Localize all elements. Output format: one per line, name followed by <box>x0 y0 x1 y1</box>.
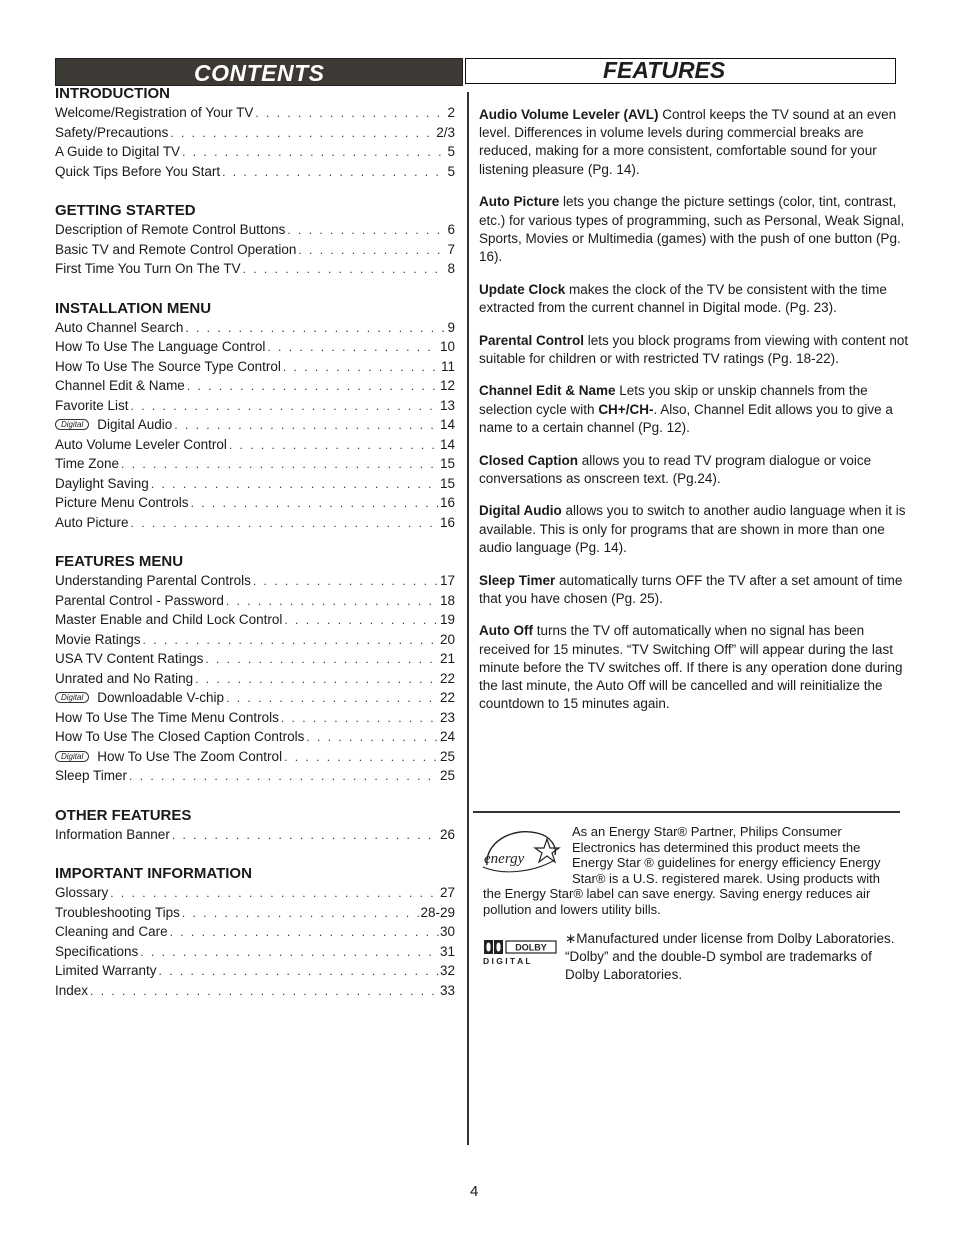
toc-entry-label: Limited Warranty <box>55 963 157 978</box>
toc-entry-page: 14 <box>439 436 455 452</box>
dot-leader <box>284 748 439 767</box>
toc-entry-page: 9 <box>447 319 455 335</box>
contents-title: CONTENTS <box>194 60 325 86</box>
feature-term: Parental Control <box>479 332 585 348</box>
feature-key-label: CH+/CH- <box>598 401 654 417</box>
toc-entry-page: 2 <box>447 105 455 120</box>
toc-entry <box>55 825 455 845</box>
toc-entry <box>55 591 455 611</box>
column-divider <box>467 92 469 1145</box>
toc-entry-page: 14 <box>439 417 455 432</box>
toc-entry <box>55 669 455 689</box>
feature-term: Audio Volume Leveler (AVL) <box>479 107 659 122</box>
dot-leader <box>182 904 420 923</box>
feature-description: Control keeps the TV sound at an even level. Differences in volume levels during commercial breaks are reduced, making for a more consistent, comfortable sound for your listening pleasure (Pg. 14). <box>479 107 897 177</box>
toc-entry <box>55 747 455 767</box>
toc-entry-page: 5 <box>447 144 455 159</box>
feature-item <box>479 281 913 317</box>
toc-entry <box>55 922 455 942</box>
toc-entry <box>55 259 455 279</box>
dot-leader <box>226 689 439 708</box>
toc-entry-page: 25 <box>439 768 455 783</box>
contents-header <box>55 58 463 86</box>
toc-entry-label: Sleep Timer <box>55 768 128 783</box>
toc-entry-page: 15 <box>439 475 455 491</box>
toc-entry-label: Specifications <box>55 943 139 959</box>
toc-section-title: INSTALLATION MENU <box>55 299 212 317</box>
toc-entry-label: Description of Remote Control Buttons <box>55 222 286 237</box>
toc-entry-label: Picture Menu Controls <box>55 495 189 510</box>
dot-leader <box>131 397 439 416</box>
dot-leader <box>170 923 439 942</box>
toc-entry <box>55 376 455 396</box>
toc-entry <box>55 162 455 182</box>
dolby-digital-logo <box>483 938 559 966</box>
toc-entry-label: Index <box>55 982 89 998</box>
dot-leader <box>129 767 439 786</box>
digital-badge: Digital <box>55 692 89 703</box>
feature-description: automatically turns OFF the TV after a set amount of time that you have chosen (Pg. 25). <box>479 572 903 606</box>
toc-entry-page: 8 <box>447 261 455 276</box>
feature-item <box>479 106 913 179</box>
toc-entry <box>55 142 455 162</box>
toc-entry-label: Auto Volume Leveler Control <box>55 436 227 452</box>
toc-entry <box>55 435 455 455</box>
section-gap <box>55 181 455 201</box>
toc-entry <box>55 318 455 338</box>
toc-entry-label: Basic TV and Remote Control Operation <box>55 241 297 257</box>
toc-entry-page: 22 <box>439 670 455 686</box>
toc-entry <box>55 493 455 513</box>
toc-entry <box>55 220 455 240</box>
dot-leader <box>306 728 439 747</box>
toc-entry-label: Daylight Saving <box>55 475 149 491</box>
toc-entry <box>55 981 455 1001</box>
toc-entry <box>55 571 455 591</box>
dot-leader <box>143 631 439 650</box>
toc-entry-page: 6 <box>447 222 455 237</box>
dot-leader <box>298 241 446 260</box>
toc-entry-page: 32 <box>439 963 455 978</box>
dot-leader <box>253 572 439 591</box>
toc-entry-page: 15 <box>439 456 455 471</box>
toc-entry-page: 12 <box>439 378 455 393</box>
toc-entry-page: 13 <box>439 397 455 413</box>
toc-entry <box>55 415 455 435</box>
dot-leader <box>255 104 446 123</box>
toc-entry <box>55 708 455 728</box>
toc-entry-label: Parental Control - Password <box>55 592 224 608</box>
feature-term: Digital Audio <box>479 503 562 519</box>
toc-entry-label: Auto Picture <box>55 514 129 530</box>
toc-entry-label: Unrated and No Rating <box>55 670 194 686</box>
toc-entry-label: How To Use The Language Control <box>55 339 266 354</box>
features-list <box>479 106 913 728</box>
toc-entry <box>55 766 455 786</box>
dot-leader <box>281 709 439 728</box>
dot-leader <box>283 358 440 377</box>
feature-term: Update Clock <box>479 281 566 297</box>
feature-term: Sleep Timer <box>479 572 556 588</box>
toc-entry <box>55 727 455 747</box>
toc-entry-page: 30 <box>439 924 455 939</box>
feature-item <box>479 382 913 437</box>
dot-leader <box>172 826 439 845</box>
toc-entry-page: 17 <box>439 573 455 588</box>
dot-leader <box>110 884 439 903</box>
toc-entry-page: 5 <box>447 163 455 179</box>
toc-entry-page: 19 <box>439 612 455 627</box>
toc-entry-label: Information Banner <box>55 826 170 842</box>
toc-entry-page: 33 <box>439 982 455 998</box>
toc-entry <box>55 474 455 494</box>
toc-entry-page: 16 <box>439 495 455 510</box>
toc-entry-label: Welcome/Registration of Your TV <box>55 105 254 120</box>
dot-leader <box>187 377 439 396</box>
dot-leader <box>243 260 447 279</box>
toc-entry <box>55 396 455 416</box>
feature-term: Closed Caption <box>479 452 579 468</box>
feature-description-cont: . Also, Channel Edit allows you to give a name to a certain channel (Pg. 12). <box>479 401 893 435</box>
toc-entry-label: USA TV Content Ratings <box>55 651 204 666</box>
feature-term: Channel Edit & Name <box>479 383 616 399</box>
toc-entry-label: Master Enable and Child Lock Control <box>55 612 283 627</box>
dot-leader <box>174 416 439 435</box>
toc-entry-label: Time Zone <box>55 456 120 471</box>
toc-entry-label: How To Use The Zoom Control <box>97 748 283 764</box>
toc-entry-label: How To Use The Closed Caption Controls <box>55 729 305 744</box>
dot-leader <box>287 221 446 240</box>
toc-entry <box>55 630 455 650</box>
features-header <box>465 58 896 84</box>
toc-entry-page: 10 <box>439 339 455 354</box>
toc-entry-label: How To Use The Time Menu Controls <box>55 709 279 725</box>
section-divider <box>473 811 900 813</box>
dot-leader <box>182 143 446 162</box>
dot-leader <box>195 670 439 689</box>
section-gap <box>55 532 455 552</box>
feature-description: makes the clock of the TV be consistent with the time extracted from the current channel in Digital mode. (Pg. 23). <box>479 281 887 315</box>
toc-entry-label: Channel Edit & Name <box>55 378 185 393</box>
dolby-logo-top: DOLBY <box>515 942 547 953</box>
dot-leader <box>90 982 439 1001</box>
toc-entry <box>55 688 455 708</box>
dot-leader <box>226 592 439 611</box>
toc-entry-page: 23 <box>439 709 455 725</box>
toc-entry <box>55 883 455 903</box>
feature-item <box>479 332 913 368</box>
toc-entry <box>55 103 455 123</box>
energy-logo-text: energy <box>484 851 525 867</box>
toc-entry <box>55 961 455 981</box>
toc-section-title: IMPORTANT INFORMATION <box>55 865 252 882</box>
dot-leader <box>229 436 439 455</box>
toc-entry <box>55 513 455 533</box>
toc-entry-label: Movie Ratings <box>55 631 141 647</box>
energy-star-text: As an Energy Star® Partner, Philips Consumer Electronics has determined this product meets the Energy Star ® guidelines for energy efficiency Energy Star® is a U.S. registered marek. Using products with the Energy Star® label can save energy. Saving energy reduces air pollution and lowers utility bills. <box>483 824 881 917</box>
toc-section-title: GETTING STARTED <box>55 202 196 219</box>
feature-description: allows you to read TV program dialogue or voice conversations as onscreen text. (Pg.24). <box>479 452 872 486</box>
feature-description: lets you change the picture settings (color, tint, contrast, etc.) for various types of programming, such as Personal, Weak Signal, Sports, Movies or Multimedia (games) with the push of one button (Pg. 16). <box>479 194 905 264</box>
toc-entry-label: Quick Tips Before You Start <box>55 163 221 179</box>
toc-entry <box>55 649 455 669</box>
toc-entry-label: Troubleshooting Tips <box>55 904 180 920</box>
toc-entry-label: Downloadable V-chip <box>97 690 225 705</box>
energy-star-note <box>483 824 893 918</box>
toc-entry-label: Cleaning and Care <box>55 924 168 939</box>
toc-entry-label: Auto Channel Search <box>55 319 184 335</box>
dot-leader <box>222 163 446 182</box>
toc-entry-label: Favorite List <box>55 397 129 413</box>
toc-entry-page: 7 <box>447 241 455 257</box>
dot-leader <box>151 475 439 494</box>
toc-entry-page: 16 <box>439 514 455 530</box>
toc-entry-label: Safety/Precautions <box>55 124 169 140</box>
dolby-note: ∗Manufactured under license from Dolby Laboratories. “Dolby” and the double-D symbol are trademarks of Dolby Laboratories. <box>565 931 895 983</box>
toc-entry <box>55 123 455 143</box>
toc-entry-page: 18 <box>439 592 455 608</box>
toc-entry-label: Understanding Parental Controls <box>55 573 251 588</box>
feature-item <box>479 193 913 266</box>
table-of-contents <box>55 84 455 1000</box>
dot-leader <box>267 338 439 357</box>
toc-entry <box>55 903 455 923</box>
feature-description: turns the TV off automatically when no signal has been received for 15 minutes. “TV Switching Off” will appear during the last minute before the TV switches off. If there is any operation done during the last minute, the Auto Off will be cancelled and will reinitialize the countdown to 15 minutes again. <box>479 623 903 712</box>
feature-description: lets you block programs from viewing with content not suitable for children or with restricted TV ratings (Pg. 18-22). <box>479 332 909 366</box>
dot-leader <box>131 514 439 533</box>
toc-entry-label: A Guide to Digital TV <box>55 144 181 159</box>
toc-entry <box>55 337 455 357</box>
feature-description: allows you to switch to another audio language when it is available. This is only for programs that are shown in more than one audio language (Pg. 14). <box>479 503 906 555</box>
toc-section-title: OTHER FEATURES <box>55 806 192 824</box>
toc-section-title: INTRODUCTION <box>55 85 170 102</box>
dot-leader <box>284 611 439 630</box>
toc-entry-page: 25 <box>439 748 455 764</box>
dot-leader <box>121 455 439 474</box>
toc-entry-label: Digital Audio <box>97 417 173 432</box>
feature-item <box>479 622 913 713</box>
dolby-logo-bottom: D I G I T A L <box>483 956 531 966</box>
dot-leader <box>170 124 435 143</box>
dot-leader <box>159 962 439 981</box>
features-title: FEATURES <box>603 57 726 83</box>
dot-leader <box>140 943 439 962</box>
toc-entry-page: 24 <box>439 729 455 744</box>
dot-leader <box>205 650 439 669</box>
toc-entry-page: 21 <box>439 651 455 666</box>
toc-entry-page: 27 <box>439 885 455 900</box>
dot-leader <box>191 494 439 513</box>
toc-entry-label: How To Use The Source Type Control <box>55 358 281 374</box>
toc-entry <box>55 357 455 377</box>
toc-entry-page: 20 <box>439 631 455 647</box>
toc-entry-page: 2/3 <box>436 124 455 140</box>
toc-entry-label: Glossary <box>55 885 109 900</box>
toc-entry <box>55 942 455 962</box>
feature-term: Auto Picture <box>479 194 560 210</box>
toc-entry-page: 11 <box>440 358 455 374</box>
feature-item <box>479 572 913 608</box>
section-gap <box>55 279 455 299</box>
digital-badge: Digital <box>55 419 89 430</box>
section-gap <box>55 844 455 864</box>
feature-description: Lets you skip or unskip channels from the selection cycle with <box>479 383 868 417</box>
feature-item <box>479 452 913 488</box>
toc-section-title: FEATURES MENU <box>55 553 184 570</box>
toc-entry-page: 22 <box>439 690 455 705</box>
feature-term: Auto Off <box>479 623 533 639</box>
page-number: 4 <box>470 1183 479 1200</box>
section-gap <box>55 786 455 806</box>
toc-entry-page: 26 <box>439 826 455 842</box>
toc-entry-page: 28-29 <box>420 904 455 920</box>
toc-entry <box>55 240 455 260</box>
toc-entry <box>55 454 455 474</box>
dot-leader <box>185 319 446 338</box>
digital-badge: Digital <box>55 751 89 762</box>
toc-entry <box>55 610 455 630</box>
toc-entry-label: First Time You Turn On The TV <box>55 261 241 276</box>
feature-item <box>479 502 913 557</box>
toc-entry-page: 31 <box>439 943 455 959</box>
